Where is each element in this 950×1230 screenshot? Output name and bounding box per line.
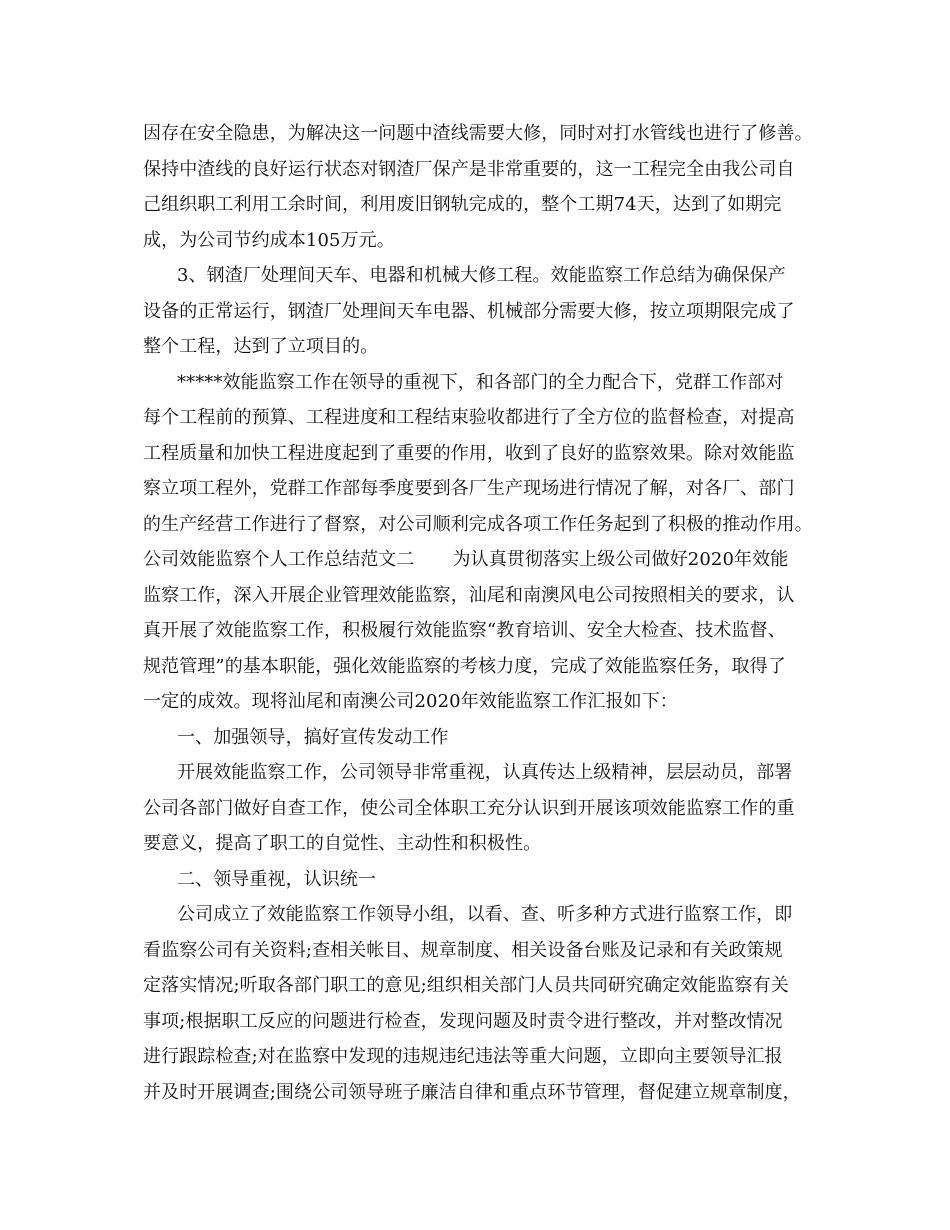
text-line: 规范管理”的基本职能，强化效能监察的考核力度，完成了效能监察任务，取得了 [143,655,786,677]
text-line: 公司各部门做好自查工作，使公司全体职工充分认识到开展该项效能监察工作的重 [143,797,795,819]
text-line: 因存在安全隐患，为解决这一问题中渣线需要大修，同时对打水管线也进行了修善。 [143,123,813,144]
text-line: *****效能监察工作在领导的重视下，和各部门的全力配合下，党群工作部对 [177,371,784,393]
text-line: 整个工程，达到了立项目的。 [143,336,379,357]
text-line: 工程质量和加快工程进度起到了重要的作用，收到了良好的监察效果。除对效能监 [143,442,795,464]
text-line: 保持中渣线的良好运行状态对钢渣厂保产是非常重要的，这一工程完全由我公司自 [143,158,795,180]
text-line: 成，为公司节约成本105万元。 [143,229,395,251]
text-line: 并及时开展调查;围绕公司领导班子廉洁自律和重点环节管理，督促建立规章制度， [143,1081,801,1103]
text-line: 要意义，提高了职工的自觉性、主动性和积极性。 [143,833,542,854]
text-line: 真开展了效能监察工作，积极履行效能监察“教育培训、安全大检查、技术监督、 [143,620,786,641]
text-line: 事项;根据职工反应的问题进行检查，发现问题及时责令进行整改，并对整改情况 [143,1010,783,1032]
text-line: 己组织职工利用工余时间，利用废旧钢轨完成的，整个工期74天，达到了如期完 [143,194,782,215]
text-line: 察立项工程外，党群工作部每季度要到各厂生产现场进行情况了解，对各厂、部门 [143,478,795,499]
text-fragment: 为认真贯彻落实上级公司做好2020年效能 [452,549,789,570]
text-line-with-heading [143,542,825,578]
text-line: 每个工程前的预算、工程进度和工程结束验收都进行了全方位的监督检查，对提高 [143,407,795,428]
text-line: 设备的正常运行，钢渣厂处理间天车电器、机械部分需要大修，按立项期限完成了 [143,300,795,322]
text-line: 的生产经营工作进行了督察，对公司顺利完成各项工作任务起到了积极的推动作用。 [143,513,813,535]
subheading: 一、加强领导，搞好宣传发动工作 [177,726,449,748]
text-line: 监察工作，深入开展企业管理效能监察，汕尾和南澳风电公司按照相关的要求，认 [143,584,795,606]
document-body [143,116,825,1110]
text-line: 一定的成效。现将汕尾和南澳公司2020年效能监察工作汇报如下： [143,691,678,712]
section-heading: 公司效能监察个人工作总结范文二 [143,549,415,570]
text-line: 公司成立了效能监察工作领导小组，以看、查、听多种方式进行监察工作，即 [177,904,793,925]
text-line: 开展效能监察工作，公司领导非常重视，认真传达上级精神，层层动员，部署 [177,762,793,783]
text-line: 进行跟踪检查;对在监察中发现的违规违纪违法等重大问题，立即向主要领导汇报 [143,1046,783,1067]
text-line: 看监察公司有关资料;查相关帐目、规章制度、相关设备台账及记录和有关政策规 [143,939,783,961]
subheading: 二、领导重视，认识统一 [177,868,377,890]
text-line: 定落实情况;听取各部门职工的意见;组织相关部门人员共同研究确定效能监察有关 [143,975,789,996]
text-line: 3、钢渣厂处理间天车、电器和机械大修工程。效能监察工作总结为确保保产 [177,265,786,286]
